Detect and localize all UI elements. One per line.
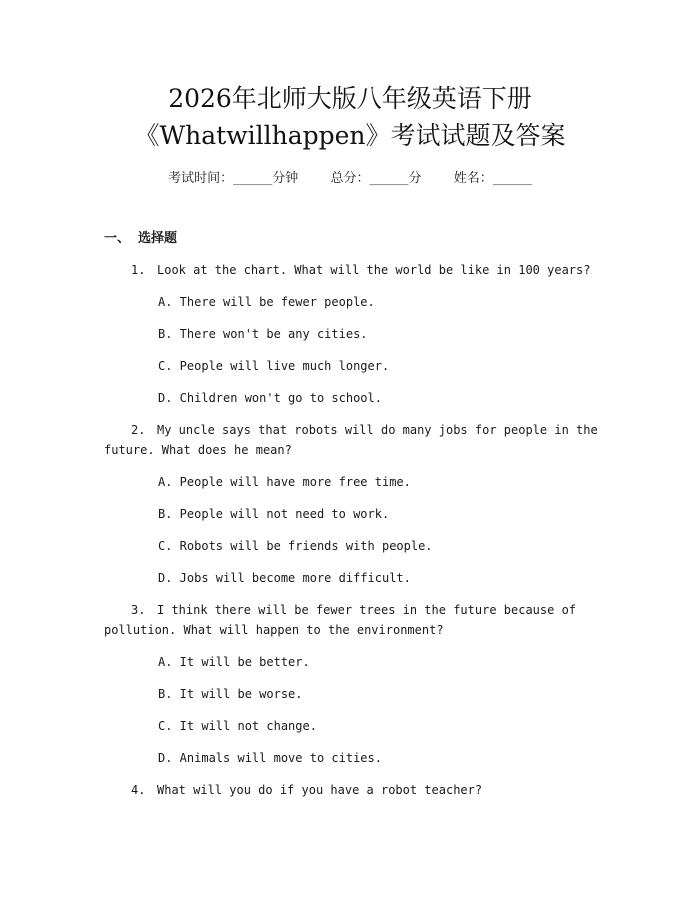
question-1-option-d: D. Children won't go to school. [158, 391, 382, 405]
question-2-option-b: B. People will not need to work. [158, 507, 390, 521]
question-1 [131, 261, 590, 279]
exam-title-line-1: 2026年北师大版八年级英语下册 [168, 84, 532, 113]
question-number: 2. [131, 423, 146, 437]
question-2-option-d: D. Jobs will become more difficult. [158, 571, 411, 585]
score-unit: 分 [408, 171, 422, 186]
name-label: 姓名： [453, 171, 493, 186]
question-2 [131, 421, 598, 439]
question-text: Look at the chart. What will the world be like in 100 years? [157, 263, 591, 277]
question-3 [131, 601, 576, 619]
question-2-continuation: future. What does he mean? [104, 443, 292, 457]
question-3-option-a: A. It will be better. [158, 655, 310, 669]
question-1-option-b: B. There won't be any cities. [158, 327, 368, 341]
exam-title-line-2: 《Whatwillhappen》考试试题及答案 [134, 121, 566, 150]
name-blank: ______ [492, 171, 532, 186]
score-blank: ______ [369, 171, 409, 186]
question-2-option-a: A. People will have more free time. [158, 475, 411, 489]
section-title: 选择题 [138, 231, 178, 246]
question-3-option-c: C. It will not change. [158, 719, 317, 733]
question-3-continuation: pollution. What will happen to the environment? [104, 623, 444, 637]
question-3-option-d: D. Animals will move to cities. [158, 751, 382, 765]
score-label: 总分： [330, 171, 370, 186]
question-number: 4. [131, 783, 146, 797]
question-1-option-c: C. People will live much longer. [158, 359, 390, 373]
question-number: 1. [131, 263, 146, 277]
section-number: 一、 [104, 231, 131, 246]
question-2-option-c: C. Robots will be friends with people. [158, 539, 433, 553]
question-1-option-a: A. There will be fewer people. [158, 295, 375, 309]
question-number: 3. [131, 603, 146, 617]
time-blank: ______ [233, 171, 273, 186]
question-text: I think there will be fewer trees in the future because of [157, 603, 577, 617]
question-text: What will you do if you have a robot teacher? [157, 783, 483, 797]
time-label: 考试时间： [168, 171, 234, 186]
time-unit: 分钟 [272, 171, 299, 186]
exam-info-line [0, 170, 700, 188]
section-heading [104, 230, 177, 248]
question-3-option-b: B. It will be worse. [158, 687, 303, 701]
question-text: My uncle says that robots will do many jobs for people in the [157, 423, 598, 437]
question-4 [131, 781, 482, 799]
